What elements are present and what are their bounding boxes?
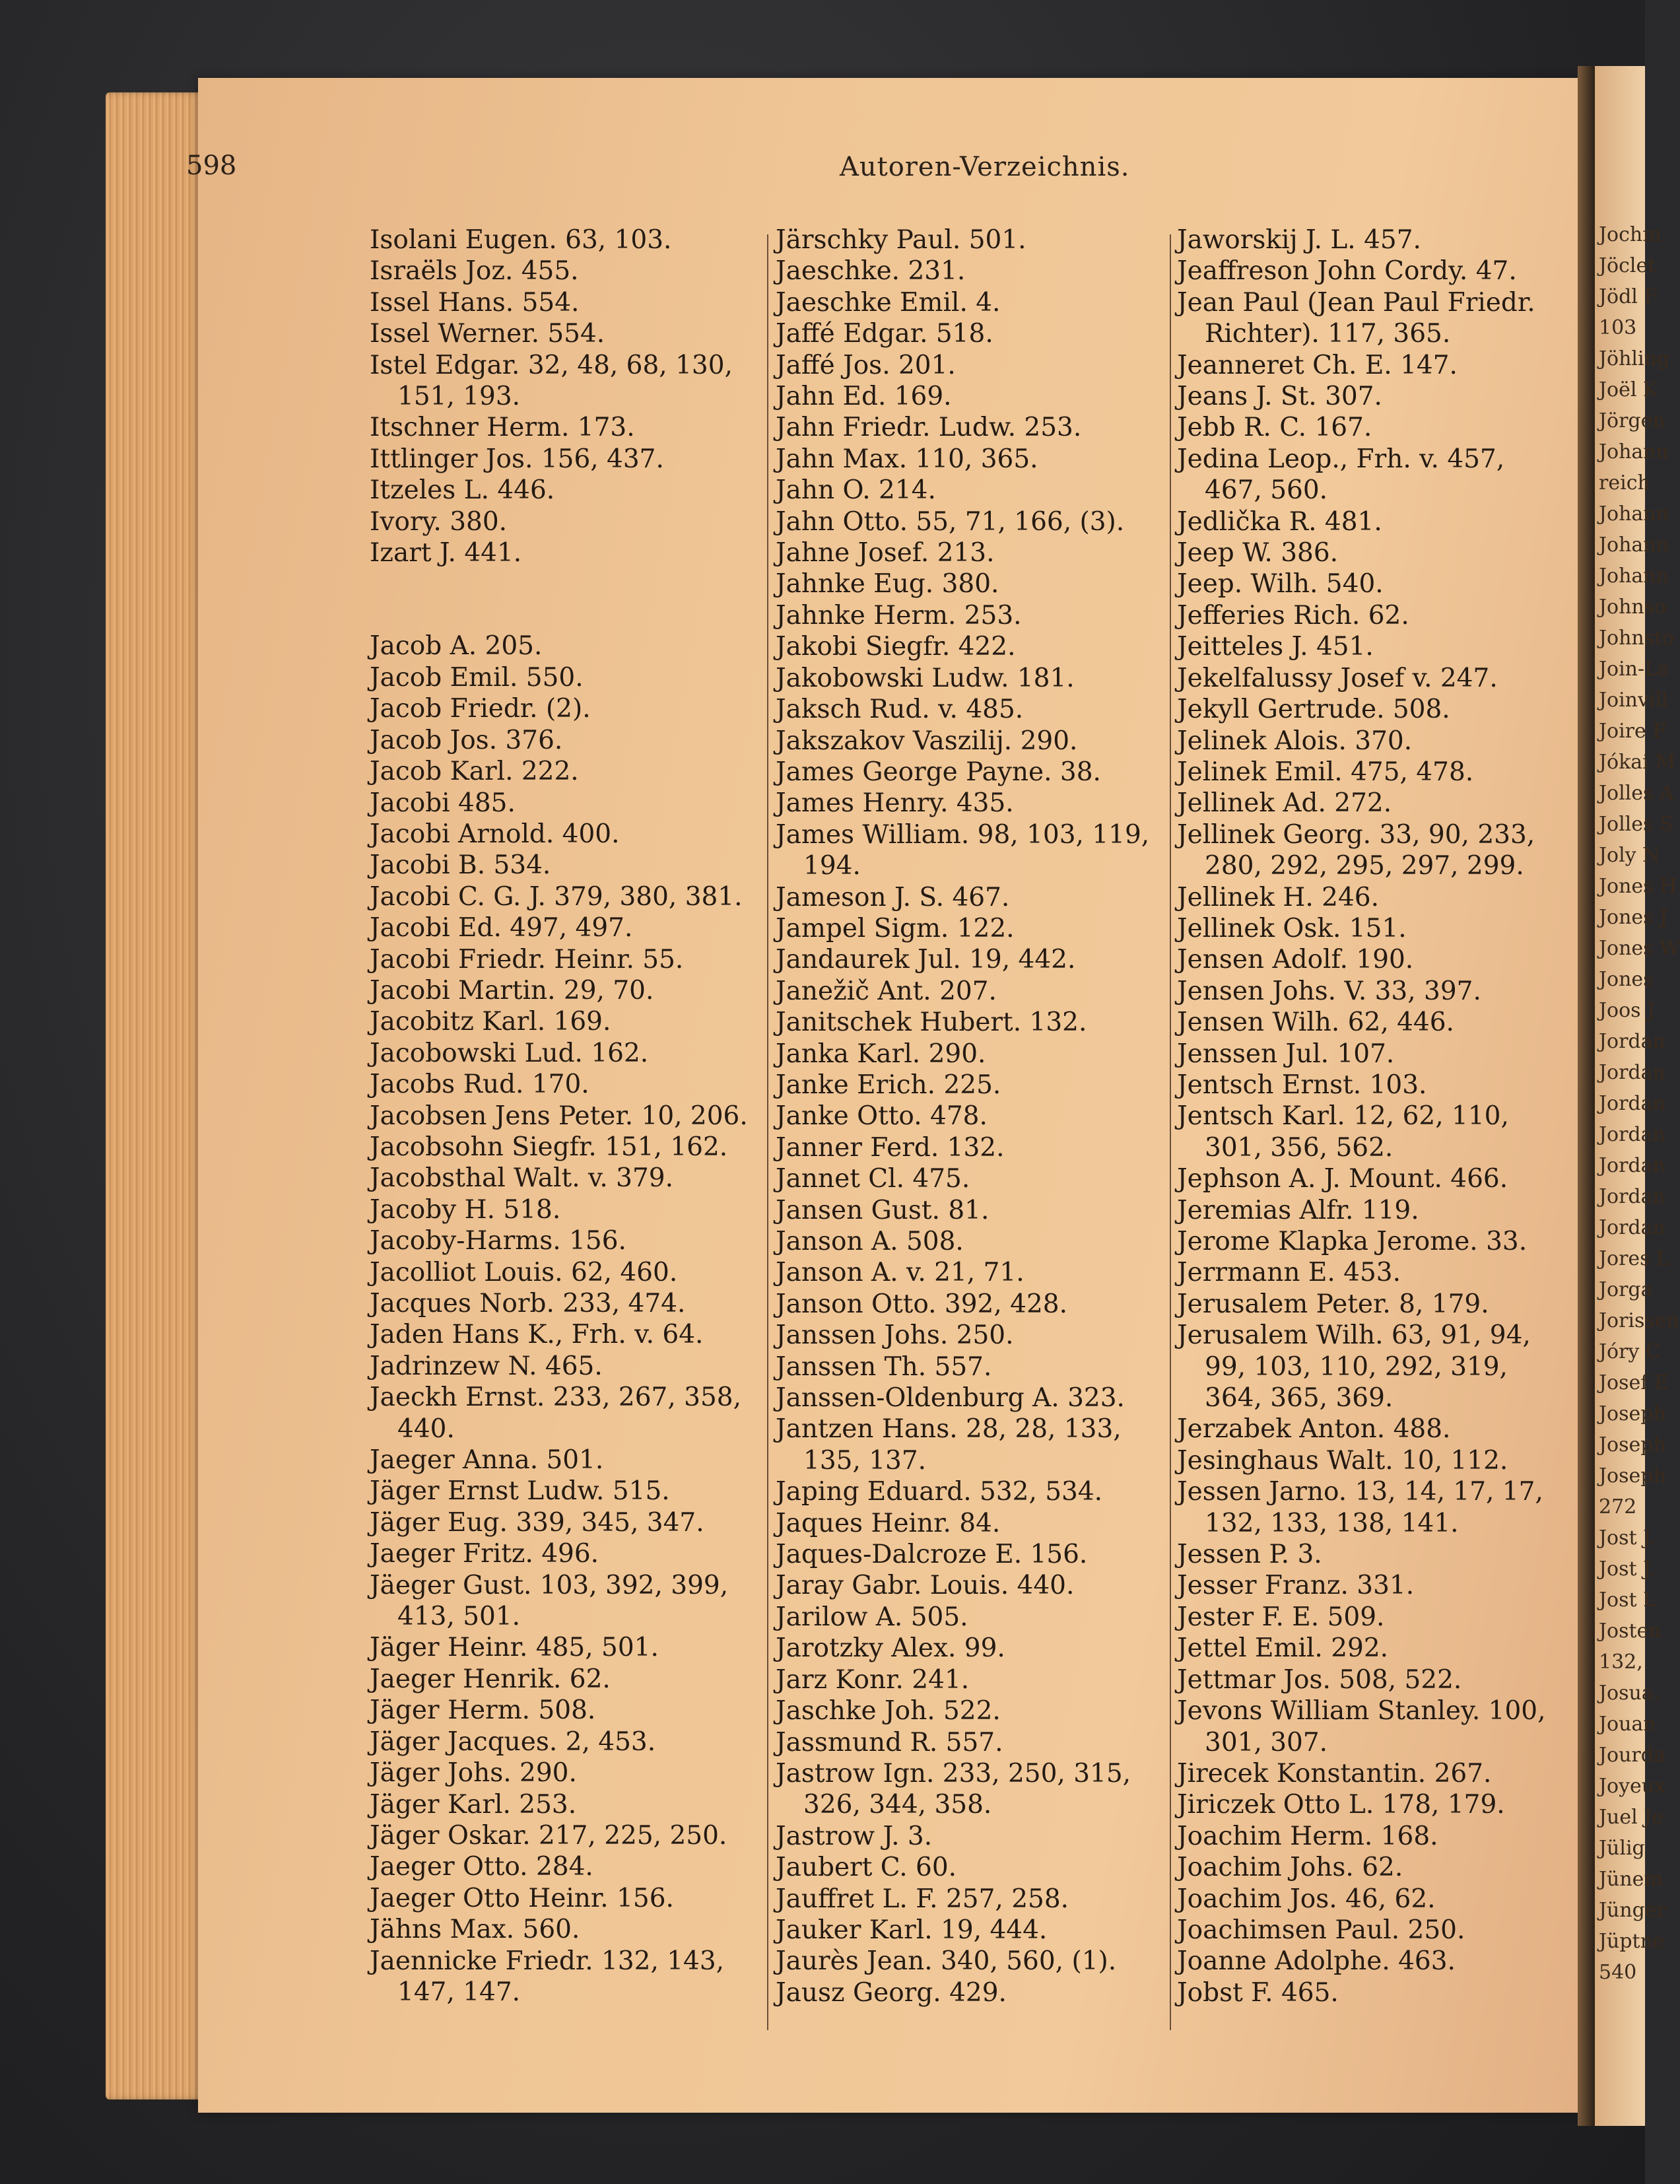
index-entry: Jaeger Otto Heinr. 156.	[370, 1883, 674, 1913]
index-entry: Jandaurek Jul. 19, 442.	[776, 945, 1076, 975]
next-page-fragment: Joseph	[1599, 1464, 1666, 1487]
next-page-fragment: Johann	[1599, 564, 1669, 588]
index-entry: Jahnke Eug. 380.	[776, 569, 999, 599]
page-number: 598	[186, 151, 237, 181]
index-entry: Jannet Cl. 475.	[776, 1164, 970, 1194]
index-entry: Richter). 117, 365.	[1205, 319, 1451, 349]
next-page-fragment: Joos J	[1599, 999, 1656, 1022]
next-page-fragment: 132,	[1599, 1651, 1643, 1674]
next-page-fragment: Jülig	[1599, 1837, 1645, 1860]
index-entry: Jeep W. 386.	[1177, 538, 1339, 568]
next-page-fragment: Jordan	[1599, 1123, 1665, 1146]
index-entry: Joachim Herm. 168.	[1177, 1821, 1438, 1851]
index-entry: Jettmar Jos. 508, 522.	[1177, 1664, 1462, 1695]
index-entry: Jeep. Wilh. 540.	[1177, 569, 1384, 599]
index-entry: Jastrow Ign. 233, 250, 315,	[776, 1758, 1131, 1789]
index-entry: Joanne Adolphe. 463.	[1177, 1946, 1456, 1977]
index-entry: 280, 292, 295, 297, 299.	[1205, 851, 1524, 881]
index-entry: Jarilow A. 505.	[776, 1602, 968, 1632]
index-entry: Jerrmann E. 453.	[1177, 1258, 1401, 1288]
index-entry: Jesser Franz. 331.	[1177, 1571, 1415, 1601]
next-page-fragment: 540	[1599, 1961, 1637, 1984]
index-entry: Jäger Herm. 508.	[370, 1695, 596, 1726]
index-entry: James George Payne. 38.	[776, 757, 1101, 787]
index-entry: Issel Werner. 554.	[370, 319, 605, 349]
index-entry: Jellinek Ad. 272.	[1177, 788, 1392, 819]
index-entry: Jeremias Alfr. 119.	[1177, 1195, 1419, 1225]
index-entry: Jaksch Rud. v. 485.	[776, 695, 1024, 725]
index-entry: Jaurès Jean. 340, 560, (1).	[776, 1946, 1117, 1977]
index-entry: Janka Karl. 290.	[776, 1039, 986, 1069]
next-page-fragment: Jordan	[1599, 1061, 1665, 1084]
index-entry: Jaeger Henrik. 62.	[370, 1664, 611, 1694]
index-entry: Jansen Gust. 81.	[776, 1195, 990, 1225]
index-entry: Jauker Karl. 19, 444.	[776, 1915, 1048, 1945]
next-page-fragment: Jünem	[1599, 1868, 1663, 1891]
next-page-fragment: Juel Je	[1599, 1806, 1664, 1829]
next-page-fragment: Jost J.	[1599, 1557, 1656, 1581]
index-entry: Jekelfalussy Josef v. 247.	[1177, 663, 1498, 693]
index-entry: 301, 356, 562.	[1205, 1132, 1394, 1163]
index-entry: Jäger Heinr. 485, 501.	[370, 1633, 659, 1663]
index-entry: Jessen P. 3.	[1177, 1540, 1322, 1570]
index-entry: Jameson J. S. 467.	[776, 882, 1010, 912]
index-entry: Jaray Gabr. Louis. 440.	[776, 1571, 1075, 1601]
index-entry: Jacobi B. 534.	[370, 850, 551, 881]
index-entry: Jausz Georg. 429.	[776, 1977, 1007, 2008]
next-page-fragment: Jödl F	[1599, 285, 1658, 308]
index-entry: Itzeles L. 446.	[370, 475, 555, 506]
index-entry: Itschner Herm. 173.	[370, 413, 635, 443]
index-entry: Jacob Emil. 550.	[370, 662, 584, 693]
column-rule	[767, 234, 768, 2030]
index-entry: Jacobs Rud. 170.	[370, 1070, 589, 1100]
index-entry: Jelinek Alois. 370.	[1177, 726, 1413, 756]
index-entry: Jaeger Otto. 284.	[370, 1852, 593, 1882]
index-entry: 326, 344, 358.	[803, 1790, 992, 1820]
next-page-fragment: Jordan	[1599, 1030, 1665, 1053]
index-entry: Jaubert C. 60.	[776, 1853, 957, 1883]
index-entry: 99, 103, 110, 292, 319,	[1205, 1351, 1508, 1382]
index-entry: Jirecek Konstantin. 267.	[1177, 1758, 1492, 1789]
next-page-fragment: Johann	[1599, 502, 1669, 526]
index-entry: Janssen Johs. 250.	[776, 1320, 1014, 1351]
index-entry: Jester F. E. 509.	[1177, 1602, 1385, 1632]
index-entry: Janitschek Hubert. 132.	[776, 1007, 1087, 1038]
next-page-fragment: Jones J	[1599, 906, 1668, 929]
index-entry: Jakobowski Ludw. 181.	[776, 663, 1075, 693]
index-entry: Jacobi Ed. 497, 497.	[370, 913, 633, 943]
index-entry: Jaeckh Ernst. 233, 267, 358,	[370, 1382, 741, 1413]
index-entry: Ittlinger Jos. 156, 437.	[370, 444, 664, 474]
index-entry: Jacobi Friedr. Heinr. 55.	[370, 944, 684, 974]
index-entry: Jakobi Siegfr. 422.	[776, 632, 1016, 662]
index-entry: Jadrinzew N. 465.	[370, 1351, 603, 1381]
index-entry: Jahn Friedr. Ludw. 253.	[776, 413, 1082, 443]
index-entry: Jacobi Martin. 29, 70.	[370, 975, 654, 1006]
index-entry: Jacobsen Jens Peter. 10, 206.	[370, 1101, 748, 1131]
next-page-fragment: Joseph	[1599, 1402, 1666, 1425]
index-entry: Jacolliot Louis. 62, 460.	[370, 1257, 678, 1287]
index-entry: Jacob Jos. 376.	[370, 725, 563, 755]
index-entry: Jeaffreson John Cordy. 47.	[1177, 256, 1517, 287]
index-entry: Jettel Emil. 292.	[1177, 1633, 1389, 1664]
index-entry: Jacob Friedr. (2).	[370, 694, 591, 724]
next-page-fragment: Jörgen	[1599, 409, 1665, 432]
next-page-fragment: Jordan	[1599, 1092, 1665, 1115]
column-rule	[1170, 234, 1171, 2030]
next-page-fragment: Jordan	[1599, 1185, 1665, 1208]
index-entry: Janežič Ant. 207.	[776, 976, 997, 1006]
index-entry: Jaschke Joh. 522.	[776, 1696, 1001, 1726]
index-entry: 147, 147.	[397, 1977, 521, 2007]
index-entry: Jerusalem Peter. 8, 179.	[1177, 1289, 1489, 1319]
index-entry: Jaeschke Emil. 4.	[776, 287, 1001, 318]
index-entry: Janke Erich. 225.	[776, 1070, 1001, 1100]
index-entry: Jacobsohn Siegfr. 151, 162.	[370, 1132, 728, 1162]
next-page-fragment: Johnso	[1599, 596, 1667, 619]
index-entry: Izart J. 441.	[370, 538, 522, 568]
index-entry: 301, 307.	[1205, 1727, 1328, 1757]
index-entry: Jäger Johs. 290.	[370, 1758, 577, 1789]
index-entry: Janssen Th. 557.	[776, 1351, 992, 1382]
next-page-fragment: Jorga	[1599, 1278, 1653, 1301]
next-page-fragment: Josef E	[1599, 1371, 1669, 1394]
index-entry: Isolani Eugen. 63, 103.	[370, 225, 672, 255]
index-entry: Jahn Max. 110, 365.	[776, 444, 1038, 474]
next-page-fragment: Joire F	[1599, 720, 1667, 743]
index-entry: Jantzen Hans. 28, 28, 133,	[776, 1414, 1122, 1445]
index-column-1	[370, 224, 759, 2008]
index-column-2	[776, 224, 1165, 2008]
index-entry: Jaeger Fritz. 496.	[370, 1539, 599, 1569]
index-entry: Jäger Ernst Ludw. 515.	[370, 1476, 670, 1507]
index-entry: 151, 193.	[397, 382, 521, 412]
next-page-fragment: Jochm	[1599, 223, 1662, 246]
next-page-fragment: Josten	[1599, 1620, 1662, 1643]
index-entry: Joachim Jos. 46, 62.	[1177, 1884, 1436, 1914]
page-edges	[106, 92, 205, 2099]
index-entry: James William. 98, 103, 119,	[776, 819, 1150, 850]
next-page-fragment: Jost L	[1599, 1588, 1656, 1612]
next-page-fragment: Johnsto	[1599, 627, 1675, 650]
index-entry: Jephson A. J. Mount. 466.	[1177, 1164, 1508, 1194]
next-page-fragment: Johann	[1599, 533, 1669, 557]
next-page-fragment: Jüptne	[1599, 1930, 1665, 1953]
index-entry: Joachim Johs. 62.	[1177, 1853, 1403, 1883]
next-page-fragment: 103	[1599, 316, 1637, 339]
index-entry: Jeanneret Ch. E. 147.	[1177, 350, 1458, 380]
index-entry: Jensen Wilh. 62, 446.	[1177, 1007, 1454, 1038]
next-page-fragment: Jünger	[1599, 1899, 1666, 1922]
index-entry: Jacobitz Karl. 169.	[370, 1007, 611, 1037]
index-entry: Jacoby-Harms. 156.	[370, 1226, 626, 1256]
index-entry: James Henry. 435.	[776, 788, 1014, 819]
index-entry: Jarz Konr. 241.	[776, 1664, 970, 1695]
index-entry: Janson A. v. 21, 71.	[776, 1258, 1025, 1288]
next-page-fragment: Joly N	[1599, 844, 1660, 867]
index-entry: Jarotzky Alex. 99.	[776, 1633, 1005, 1664]
index-entry: Jobst F. 465.	[1177, 1977, 1339, 2008]
index-entry: Jahn Otto. 55, 71, 166, (3).	[776, 506, 1125, 537]
index-entry: Jahne Josef. 213.	[776, 538, 995, 568]
next-page-fragment: Josua.	[1599, 1682, 1660, 1705]
index-entry: Issel Hans. 554.	[370, 287, 580, 318]
next-page-fragment: Jolles A	[1599, 782, 1674, 805]
index-entry: Jean Paul (Jean Paul Friedr.	[1177, 287, 1535, 318]
index-entry: Jerzabek Anton. 488.	[1177, 1414, 1451, 1445]
index-entry: Jentsch Ernst. 103.	[1177, 1070, 1427, 1100]
next-page-fragment: Jones	[1599, 968, 1654, 991]
next-page-fragment: Jourda	[1599, 1744, 1665, 1767]
index-entry: Jellinek Georg. 33, 90, 233,	[1177, 819, 1535, 850]
index-entry: Jenssen Jul. 107.	[1177, 1039, 1395, 1069]
index-entry: Janson Otto. 392, 428.	[776, 1289, 1067, 1319]
index-entry: Jahnke Herm. 253.	[776, 600, 1022, 631]
index-entry: 440.	[397, 1414, 455, 1444]
index-entry: Jensen Adolf. 190.	[1177, 945, 1414, 975]
next-page-fragment: Jones H	[1599, 875, 1677, 898]
index-entry: Jacobi Arnold. 400.	[370, 819, 620, 849]
index-entry: Jellinek H. 246.	[1177, 882, 1380, 912]
next-page-fragment: Jóry C	[1599, 1340, 1661, 1363]
index-entry: Israëls Joz. 455.	[370, 256, 579, 287]
next-page-fragment: Jolles S	[1599, 813, 1673, 836]
index-entry: Järschky Paul. 501.	[776, 225, 1026, 255]
next-page-fragment: Join-La	[1599, 658, 1669, 681]
index-entry: Jakszakov Vaszilij. 290.	[776, 726, 1078, 756]
next-page-fragment: Jókai M	[1599, 751, 1676, 774]
index-entry: Jaques Heinr. 84.	[776, 1508, 1001, 1538]
index-entry: Jaden Hans K., Frh. v. 64.	[370, 1320, 704, 1350]
index-entry: Jäger Jacques. 2, 453.	[370, 1726, 656, 1757]
index-entry: 132, 133, 138, 141.	[1205, 1508, 1459, 1538]
index-entry: Jahn Ed. 169.	[776, 382, 952, 412]
next-page-fragment: Jouan	[1599, 1713, 1656, 1736]
index-entry: Janke Otto. 478.	[776, 1101, 988, 1132]
index-entry: 135, 137.	[803, 1445, 927, 1476]
index-entry: Jacobowski Lud. 162.	[370, 1038, 649, 1068]
index-entry: Jeans J. St. 307.	[1177, 382, 1382, 412]
index-entry: Jentsch Karl. 12, 62, 110,	[1177, 1101, 1509, 1132]
index-entry: 467, 560.	[1205, 475, 1328, 506]
index-entry: Jaeger Anna. 501.	[370, 1445, 604, 1476]
index-entry: Jaeschke. 231.	[776, 256, 966, 287]
next-page-fragment: Johann	[1599, 440, 1669, 463]
next-page-fragment: Joyeux	[1599, 1775, 1666, 1798]
index-entry: Ivory. 380.	[370, 506, 508, 537]
index-entry: Jacobi 485.	[370, 788, 516, 818]
next-page-fragment: Jost J.	[1599, 1526, 1656, 1550]
index-entry: Jerusalem Wilh. 63, 91, 94,	[1177, 1320, 1531, 1351]
index-entry: Jaennicke Friedr. 132, 143,	[370, 1946, 725, 1976]
index-entry: Jelinek Emil. 475, 478.	[1177, 757, 1474, 787]
index-entry: Jäeger Gust. 103, 392, 399,	[370, 1570, 729, 1600]
next-page-fragment: Jones W	[1599, 937, 1680, 960]
index-entry: Jäger Eug. 339, 345, 347.	[370, 1507, 704, 1538]
index-entry: Jiriczek Otto L. 178, 179.	[1177, 1790, 1505, 1820]
index-entry: Jacobsthal Walt. v. 379.	[370, 1163, 674, 1194]
next-page-fragment: 272	[1599, 1495, 1637, 1519]
index-entry: Jacob A. 205.	[370, 631, 543, 662]
next-page-fragment: Joseph	[1599, 1433, 1666, 1456]
index-entry: Jekyll Gertrude. 508.	[1177, 695, 1450, 725]
next-page-fragment: reich	[1599, 471, 1650, 495]
running-head: Autoren-Verzeichnis.	[840, 152, 1130, 182]
index-entry: Jedina Leop., Frh. v. 457,	[1177, 444, 1505, 474]
index-entry: 364, 365, 369.	[1205, 1383, 1394, 1414]
index-entry: Janson A. 508.	[776, 1227, 964, 1256]
next-page-fragment: Jöclet	[1599, 254, 1656, 277]
index-entry: Jensen Johs. V. 33, 397.	[1177, 976, 1481, 1006]
next-page-fragment: Jöhling	[1599, 347, 1670, 370]
index-entry: Jaffé Edgar. 518.	[776, 319, 993, 349]
next-page-strip	[1595, 66, 1680, 2126]
index-entry: Jacobi C. G. J. 379, 380, 381.	[370, 881, 743, 912]
index-entry: Jassmund R. 557.	[776, 1727, 1003, 1757]
index-entry: 413, 501.	[397, 1602, 521, 1632]
index-entry: Jeitteles J. 451.	[1177, 632, 1374, 662]
index-entry: Jastrow J. 3.	[776, 1821, 933, 1851]
index-entry: 194.	[803, 851, 861, 881]
index-entry: Jevons William Stanley. 100,	[1177, 1696, 1546, 1726]
index-entry: Jaffé Jos. 201.	[776, 350, 956, 380]
index-entry: Jefferies Rich. 62.	[1177, 600, 1409, 631]
index-column-3	[1177, 224, 1573, 2008]
index-entry: Janssen-Oldenburg A. 323.	[776, 1383, 1125, 1414]
index-entry: Jedlička R. 481.	[1177, 506, 1382, 537]
book-gutter	[1578, 66, 1595, 2126]
index-entry: Jerome Klapka Jerome. 33.	[1177, 1227, 1528, 1256]
index-entry: Joachimsen Paul. 250.	[1177, 1915, 1465, 1945]
index-entry: Jähns Max. 560.	[370, 1915, 580, 1945]
index-entry: Jäger Karl. 253.	[370, 1789, 577, 1820]
next-page-fragment: Jordan	[1599, 1216, 1665, 1239]
next-page-fragment: Jordan	[1599, 1154, 1665, 1177]
index-entry: Jauffret L. F. 257, 258.	[776, 1884, 1069, 1914]
index-entry: Jaques-Dalcroze E. 156.	[776, 1540, 1088, 1570]
index-entry: Jessen Jarno. 13, 14, 17, 17,	[1177, 1477, 1543, 1507]
index-entry: Jebb R. C. 167.	[1177, 413, 1372, 443]
index-entry: Jesinghaus Walt. 10, 112.	[1177, 1445, 1508, 1476]
index-entry: Jacques Norb. 233, 474.	[370, 1289, 686, 1318]
index-entry: Jacoby H. 518.	[370, 1194, 561, 1225]
index-entry: Jampel Sigm. 122.	[776, 913, 1015, 943]
index-entry: Jaworskij J. L. 457.	[1177, 225, 1421, 255]
index-entry: Japing Eduard. 532, 534.	[776, 1477, 1103, 1507]
next-page-fragment: Jorissen	[1599, 1309, 1679, 1332]
next-page-fragment: Joinvill	[1599, 689, 1668, 712]
index-entry: Jäger Oskar. 217, 225, 250.	[370, 1820, 727, 1851]
index-entry: Istel Edgar. 32, 48, 68, 130,	[370, 350, 733, 380]
next-page-fragment: Joël K	[1599, 378, 1658, 401]
index-entry: Jellinek Osk. 151.	[1177, 913, 1407, 943]
next-page-fragment: Jores L	[1599, 1247, 1670, 1270]
index-entry: Jacob Karl. 222.	[370, 757, 579, 787]
index-entry: Jahn O. 214.	[776, 475, 936, 506]
index-entry: Janner Ferd. 132.	[776, 1132, 1005, 1163]
